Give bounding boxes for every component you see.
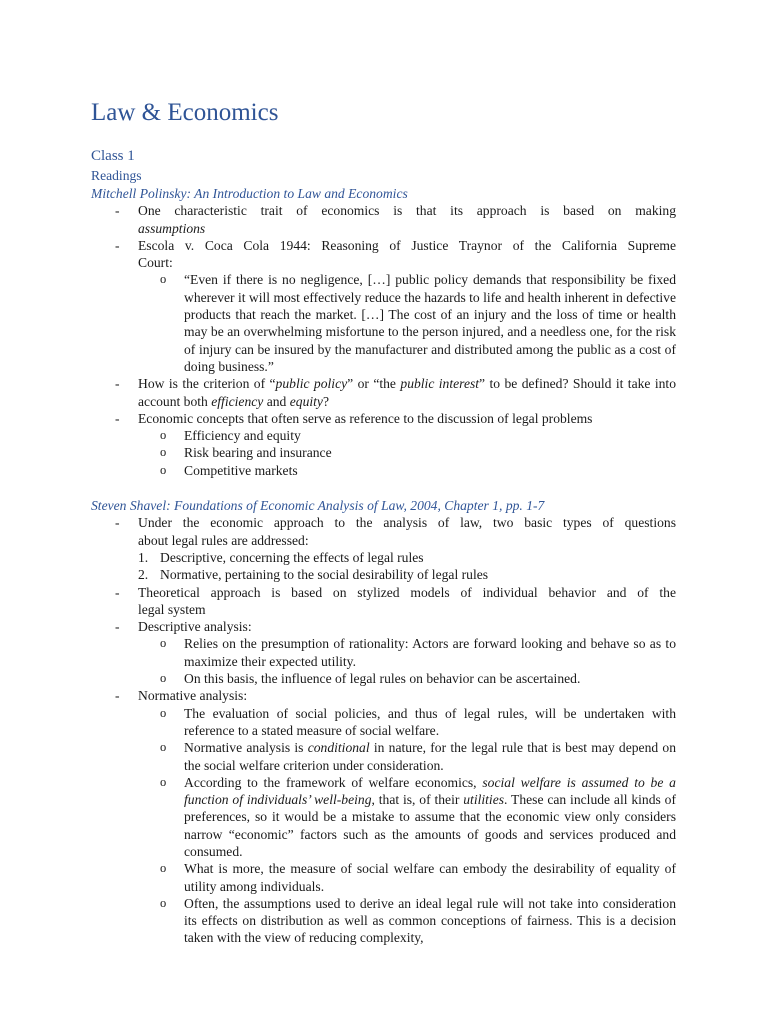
circle-marker: o xyxy=(160,705,167,720)
circle-marker: o xyxy=(160,671,167,686)
descriptive-sublist xyxy=(138,635,676,687)
dash-marker: - xyxy=(115,584,120,600)
sublist-item: o According to the framework of welfare economics, social welfare is assumed to be a function of individuals’ well-being, that is, of their utilities. These can include all kinds of preferences, so it would be a mistake to assume that the economic view only considers narrow “economic” factors such as the amounts of goods and services produced and consumed. xyxy=(160,774,676,859)
list-item: - Theoretical approach is based on stylized models of individual behavior and of the legal system xyxy=(115,584,676,617)
numbered-list xyxy=(138,549,676,584)
numbered-item: 1. Descriptive, concerning the effects of legal rules xyxy=(138,549,424,565)
circle-marker: o xyxy=(160,428,167,443)
dash-marker: - xyxy=(115,376,120,392)
sublist-item: o Competitive markets xyxy=(160,462,298,478)
quote-item xyxy=(91,271,676,375)
circle-marker: o xyxy=(160,740,167,755)
list-item: - How is the criterion of “public policy” or “the public interest” to be defined? Should it take into account both efficiency and equity? xyxy=(115,376,676,409)
dash-marker: - xyxy=(115,410,120,426)
list-item: - Normative analysis: o The evaluation of social policies, and thus of legal rules, will be undertaken with reference to a stated measure of social welfare. o Normative analysis is conditional in nature, for the legal rule that is best may depend on the social welfare criterion under consideration. o According to the framework of welfare economics, social welfare is assumed to be a function of individuals’ well-being, that is, of their utilities. These can include all kinds of preferences, so it would be a mistake to assume that the economic view only considers narrow “economic” factors such as the amounts of goods and services produced and consumed. o What is more, the measure of social welfare can embody the desirability of equality of utility among individuals. o Often, the assumptions used to derive an ideal legal rule will not take into consideration its effects on distribution as well as common conceptions of fairness. This is a decision taken with the view of reducing complexity, xyxy=(91,687,676,946)
dash-marker: - xyxy=(115,203,120,219)
dash-marker: - xyxy=(115,515,120,531)
class-heading: Class 1 xyxy=(91,148,135,164)
page-title: Law & Economics xyxy=(91,99,279,126)
circle-marker: o xyxy=(160,861,167,876)
concepts-sublist xyxy=(138,427,676,479)
sublist-item: o Efficiency and equity xyxy=(160,428,301,444)
traynor-quote: “Even if there is no negligence, […] public policy demands that responsibility be fixed wherever it will most effectively reduce the hazards to life and health inherent in defective products that reach the market. […] The cost of an injury and the loss of time or health may be an overwhelming misfortune to the person injured, and a needless one, for the risk of injury can be insured by the manufacturer and distributed among the public as a cost of doing business.” xyxy=(184,272,676,374)
dash-marker: - xyxy=(115,688,120,704)
polinsky-bullet-list xyxy=(91,202,676,479)
circle-marker: o xyxy=(160,462,167,477)
list-item: - Under the economic approach to the analysis of law, two basic types of questions about legal rules are addressed: 1. Descriptive, concerning the effects of legal rules 2. Normative, pertaining to the social desirability of legal rules xyxy=(91,514,676,583)
circle-marker: o xyxy=(160,895,167,910)
sublist-item: o What is more, the measure of social welfare can embody the desirability of equality of utility among individuals. xyxy=(160,861,676,894)
dash-marker: - xyxy=(115,237,120,253)
quote-list xyxy=(138,271,676,375)
sublist-item: o Relies on the presumption of rationality: Actors are forward looking and behave so as to maximize their expected utility. xyxy=(160,636,676,669)
list-item: - Descriptive analysis: o Relies on the presumption of rationality: Actors are forward looking and behave so as to maximize their expected utility. o On this basis, the influence of legal rules on behavior can be ascertained. xyxy=(91,618,676,687)
document-body xyxy=(91,146,676,947)
normative-sublist xyxy=(138,705,676,947)
circle-marker: o xyxy=(160,774,167,789)
sublist-item: o The evaluation of social policies, and thus of legal rules, will be undertaken with reference to a stated measure of social welfare. xyxy=(160,705,676,738)
list-item: - One characteristic trait of economics is that its approach is based on making assumptions xyxy=(115,203,676,236)
circle-marker: o xyxy=(160,636,167,651)
sublist-item: o Normative analysis is conditional in nature, for the legal rule that is best may depend on the social welfare criterion under consideration. xyxy=(160,740,676,773)
sublist-item: o Risk bearing and insurance xyxy=(160,445,332,461)
source-heading-polinsky: Mitchell Polinsky: An Introduction to Law and Economics xyxy=(91,186,408,201)
sublist-item: o On this basis, the influence of legal rules on behavior can be ascertained. xyxy=(160,671,581,687)
circle-marker: o xyxy=(160,272,167,287)
list-item: - Escola v. Coca Cola 1944: Reasoning of Justice Traynor of the California Supreme Court: o “Even if there is no negligence, […] public policy demands that responsibility be fixed wherever it will most effectively reduce the hazards to life and health inherent in defective products that reach the market. […] The cost of an injury and the loss of time or health may be an overwhelming misfortune to the person injured, and a needless one, for the risk of injury can be insured by the manufacturer and distributed among the public as a cost of doing business.” xyxy=(91,237,676,375)
list-item: - Economic concepts that often serve as reference to the discussion of legal problems o Efficiency and equity o Risk bearing and insurance o Competitive markets xyxy=(91,410,676,479)
source-heading-shavel: Steven Shavel: Foundations of Economic Analysis of Law, 2004, Chapter 1, pp. 1-7 xyxy=(91,498,545,514)
numbered-item: 2. Normative, pertaining to the social desirability of legal rules xyxy=(138,567,489,583)
shavel-bullet-list xyxy=(91,514,676,946)
sublist-item: o Often, the assumptions used to derive an ideal legal rule will not take into consideration its effects on distribution as well as common conceptions of fairness. This is a decision taken with the view of reducing complexity, xyxy=(160,895,676,946)
circle-marker: o xyxy=(160,445,167,460)
readings-heading: Readings xyxy=(91,168,142,183)
dash-marker: - xyxy=(115,619,120,635)
